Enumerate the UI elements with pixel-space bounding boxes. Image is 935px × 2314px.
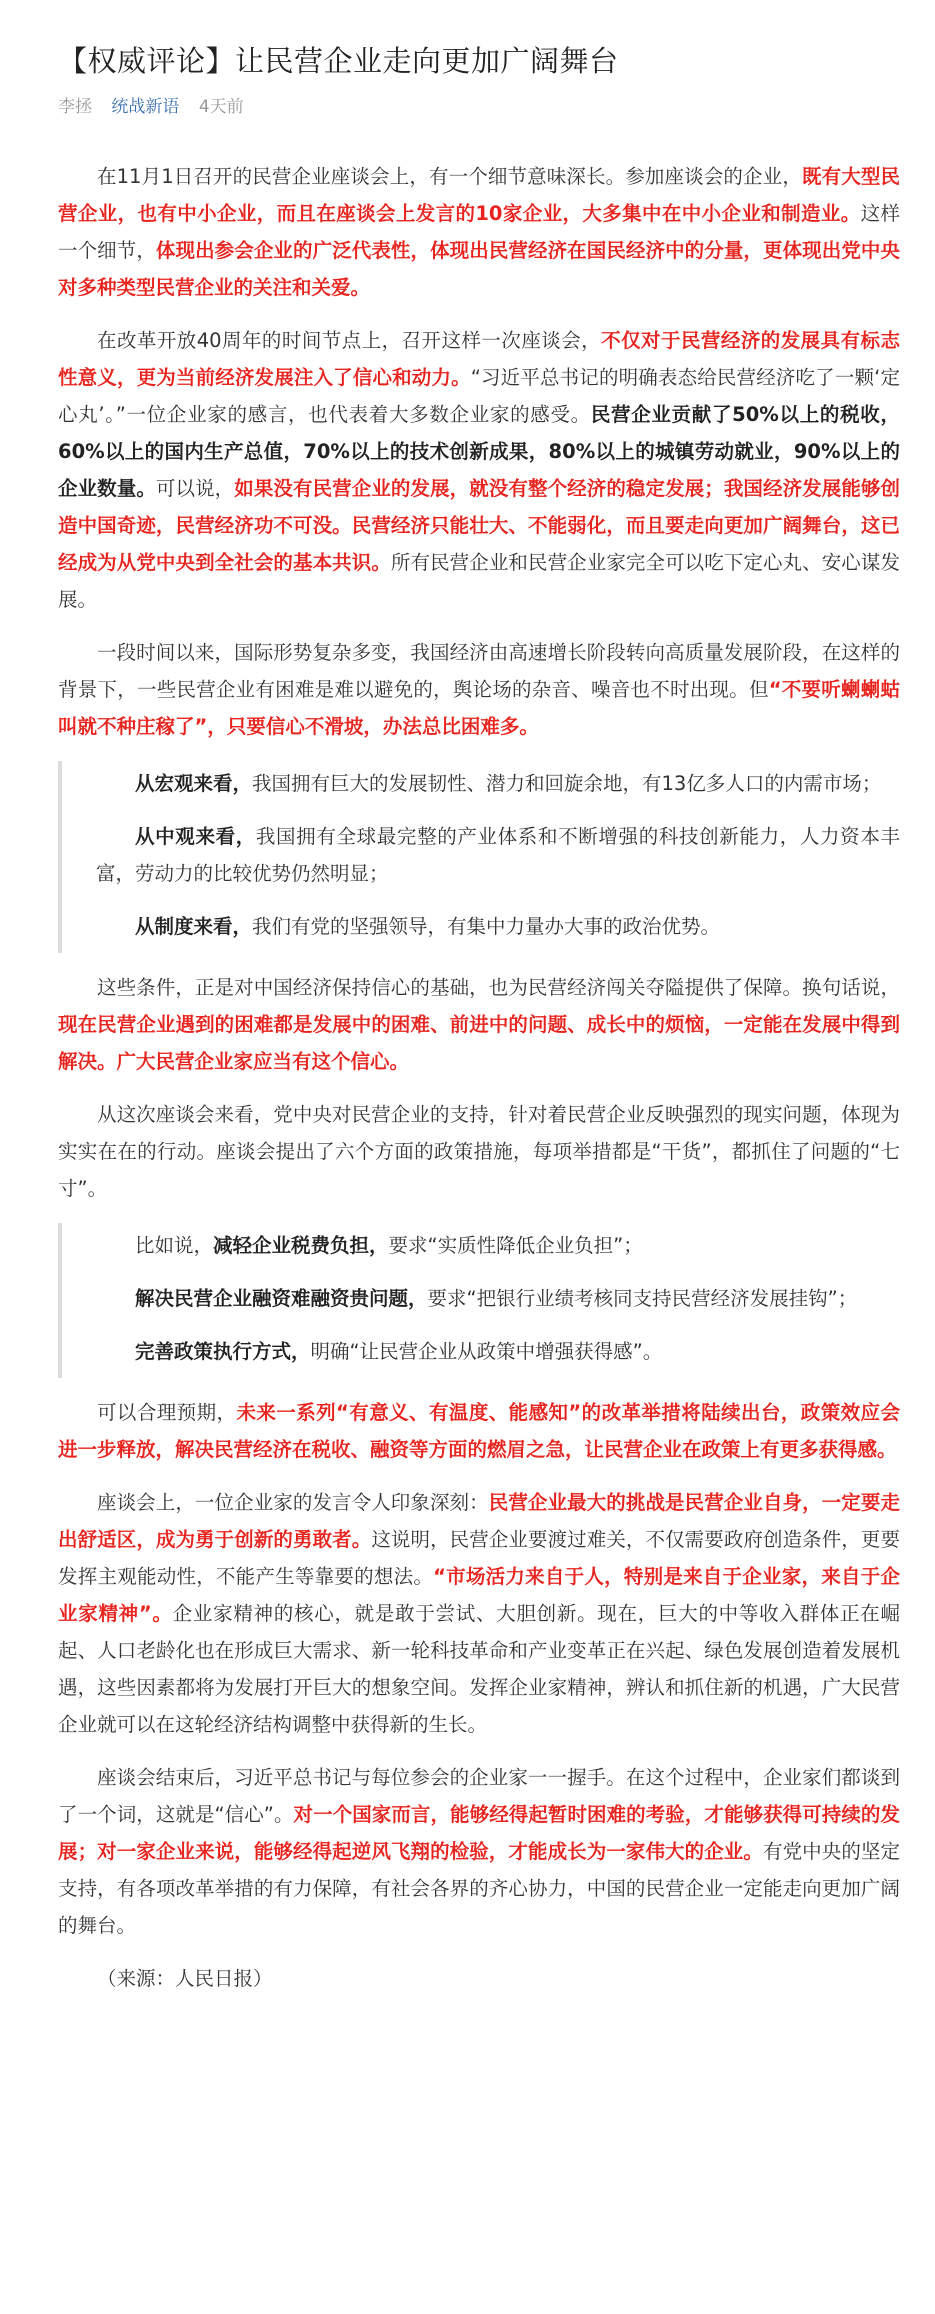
body-text: 我国拥有全球最完整的产业体系和不断增强的科技创新能力，人力资本丰富，劳动力的比较优势仍然明显；: [96, 825, 900, 885]
emphasis-red-text: 民营企业最大的挑战是民营企业自身，一定要走出舒适区，成为勇于创新的勇敢者。: [58, 1491, 900, 1551]
quote-item: [96, 818, 900, 892]
quote-item: [96, 1333, 900, 1370]
quote-item: [96, 1280, 900, 1317]
emphasis-red-text: 体现出参会企业的广泛代表性，体现出民营经济在国民经济中的分量，更体现出党中央对多种类型民营企业的关注和关爱。: [58, 239, 900, 299]
body-text: 比如说，: [135, 1234, 214, 1257]
body-text: 企业家精神的核心，就是敢于尝试、大胆创新。现在，巨大的中等收入群体正在崛起、人口老龄化也在形成巨大需求、新一轮科技革命和产业变革正在兴起、绿色发展创造着发展机遇，这些因素都将为发展打开巨大的想象空间。发挥企业家精神，辨认和抓住新的机遇，广大民营企业就可以在这轮经济结构调整中获得新的生长。: [58, 1602, 900, 1736]
emphasis-red-text: 对一个国家而言，能够经得起暂时困难的考验，才能够获得可持续的发展；对一家企业来说，能够经得起逆风飞翔的检验，才能成长为一家伟大的企业。: [58, 1803, 900, 1863]
paragraph: [58, 634, 900, 745]
article-body: [58, 158, 900, 2013]
body-text: 明确“让民营企业从政策中增强获得感”。: [310, 1340, 663, 1363]
body-text: 可以说，: [155, 477, 235, 500]
body-text: 我国拥有巨大的发展韧性、潜力和回旋余地，有13亿多人口的内需市场；: [252, 772, 882, 795]
quote-item: [96, 1227, 900, 1264]
source-credit: （来源：人民日报）: [97, 1967, 273, 1990]
body-text: 要求“实质性降低企业负担”；: [388, 1234, 643, 1257]
body-text: 这样一个细节，: [58, 202, 900, 262]
body-text: 在改革开放40周年的时间节点上，召开这样一次座谈会，: [97, 329, 602, 352]
emphasis-red-text: “市场活力来自于人，特别是来自于企业家，来自于企业家精神”。: [58, 1565, 900, 1625]
emphasis-bold-text: 民营企业贡献了50%以上的税收，60%以上的国内生产总值，70%以上的技术创新成果，80%以上的城镇劳动就业，90%以上的企业数量。: [58, 403, 900, 500]
source-link[interactable]: 统战新语: [111, 97, 180, 117]
body-section: [58, 969, 900, 1207]
paragraph: [58, 969, 900, 1080]
emphasis-bold-text: 减轻企业税费负担，: [213, 1234, 389, 1257]
emphasis-red-text: “不要听蝲蝲蛄叫就不种庄稼了”，只要信心不滑坡，办法总比困难多。: [58, 678, 900, 738]
blockquote-measures: [58, 1223, 900, 1378]
body-text: 所有民营企业和民营企业家完全可以吃下定心丸、安心谋发展。: [58, 551, 900, 611]
paragraph: [58, 1484, 900, 1743]
body-text: 这些条件，正是对中国经济保持信心的基础，也为民营经济闯关夺隘提供了保障。换句话说，: [97, 976, 900, 999]
paragraph: [58, 1394, 900, 1468]
body-text: 从这次座谈会来看，党中央对民营企业的支持，针对着民营企业反映强烈的现实问题，体现为实实在在的行动。座谈会提出了六个方面的政策措施，每项举措都是“干货”，都抓住了问题的“七寸”。: [58, 1103, 900, 1200]
paragraph: [58, 158, 900, 306]
body-text: 座谈会上，一位企业家的发言令人印象深刻：: [97, 1491, 489, 1514]
body-text: 我们有党的坚强领导，有集中力量办大事的政治优势。: [252, 915, 721, 938]
paragraph: [58, 322, 900, 618]
emphasis-red-text: 如果没有民营企业的发展，就没有整个经济的稳定发展；我国经济发展能够创造中国奇迹，民营经济功不可没。民营经济只能壮大、不能弱化，而且要走向更加广阔舞台，这已经成为从党中央到全社会的基本共识。: [58, 477, 900, 574]
body-text: 座谈会结束后，习近平总书记与每位参会的企业家一一握手。在这个过程中，企业家们都谈到了一个词，这就是“信心”。: [58, 1766, 900, 1826]
emphasis-red-text: 既有大型民营企业，也有中小企业，而且在座谈会上发言的10家企业，大多集中在中小企业和制造业。: [58, 165, 900, 225]
article-meta: [58, 95, 258, 119]
paragraph: [58, 1759, 900, 1944]
article-title: 【权威评论】让民营企业走向更加广阔舞台: [58, 44, 619, 78]
emphasis-red-text: 未来一系列“有意义、有温度、能感知”的改革举措将陆续出台，政策效应会进一步释放，解决民营经济在税收、融资等方面的燃眉之急，让民营企业在政策上有更多获得感。: [58, 1401, 900, 1461]
body-text: 有党中央的坚定支持，有各项改革举措的有力保障，有社会各界的齐心协力，中国的民营企业一定能走向更加广阔的舞台。: [58, 1840, 900, 1937]
body-text: 一段时间以来，国际形势复杂多变，我国经济由高速增长阶段转向高质量发展阶段，在这样的背景下，一些民营企业有困难是难以避免的，舆论场的杂音、噪音也不时出现。但: [58, 641, 900, 701]
emphasis-red-text: 现在民营企业遇到的困难都是发展中的困难、前进中的问题、成长中的烦恼，一定能在发展中得到解决。广大民营企业家应当有这个信心。: [58, 1013, 900, 1073]
paragraph: [58, 1096, 900, 1207]
body-section: [58, 1394, 900, 1944]
author-name: 李拯: [58, 97, 92, 117]
emphasis-bold-text: 从制度来看，: [135, 915, 253, 938]
blockquote-outlook: [58, 761, 900, 953]
body-text: 要求“把银行业绩考核同支持民营经济发展挂钩”；: [427, 1287, 858, 1310]
body-text: 可以合理预期，: [97, 1401, 237, 1424]
emphasis-bold-text: 从中观来看，: [135, 825, 256, 848]
publish-time: 4天前: [198, 97, 244, 117]
body-text: 这说明，民营企业要渡过难关，不仅需要政府创造条件，更要发挥主观能动性，不能产生等靠要的想法。: [58, 1528, 900, 1588]
quote-item: [96, 765, 900, 802]
body-section: [58, 158, 900, 745]
emphasis-bold-text: 从宏观来看，: [135, 772, 253, 795]
body-text: “习近平总书记的明确表态给民营经济吃了一颗‘定心丸’。”一位企业家的感言，也代表着大多数企业家的感受。: [58, 366, 900, 426]
emphasis-bold-text: 完善政策执行方式，: [135, 1340, 311, 1363]
body-text: 在11月1日召开的民营企业座谈会上，有一个细节意味深长。参加座谈会的企业，: [97, 165, 802, 188]
emphasis-bold-text: 解决民营企业融资难融资贵问题，: [135, 1287, 428, 1310]
emphasis-red-text: 不仅对于民营经济的发展具有标志性意义，更为当前经济发展注入了信心和动力。: [58, 329, 900, 389]
quote-item: [96, 908, 900, 945]
